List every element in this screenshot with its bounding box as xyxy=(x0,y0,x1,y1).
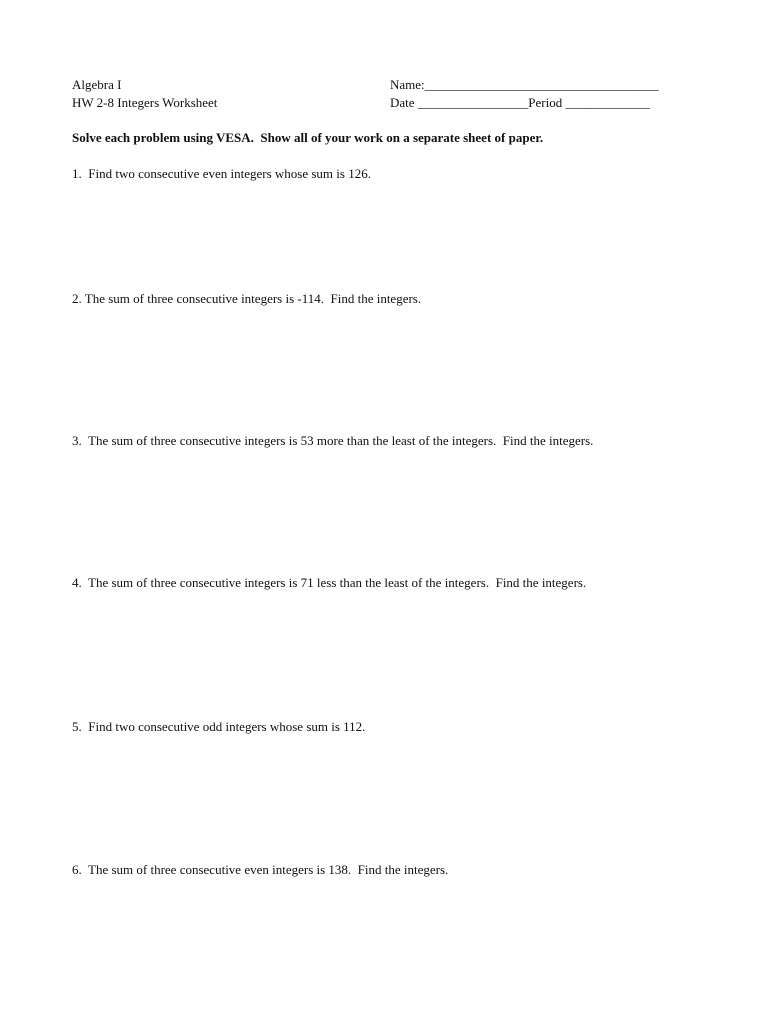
problem-4: 4. The sum of three consecutive integers is 71 less than the least of the integers. Find the integers. xyxy=(72,575,587,590)
problem-5: 5. Find two consecutive odd integers whose sum is 112. xyxy=(72,719,366,734)
header-left xyxy=(72,76,217,112)
date-period-field: Date _________________Period _____________ xyxy=(390,95,650,110)
name-field: Name:____________________________________ xyxy=(390,77,659,92)
course-title: Algebra I xyxy=(72,77,122,92)
assignment-title: HW 2-8 Integers Worksheet xyxy=(72,95,218,110)
problem-3: 3. The sum of three consecutive integers is 53 more than the least of the integers. Find the integers. xyxy=(72,433,594,448)
instructions: Solve each problem using VESA. Show all of your work on a separate sheet of paper. xyxy=(72,130,544,145)
problem-2: 2. The sum of three consecutive integers is -114. Find the integers. xyxy=(72,291,422,306)
header-right xyxy=(390,76,659,112)
problem-6: 6. The sum of three consecutive even integers is 138. Find the integers. xyxy=(72,862,449,877)
problem-1: 1. Find two consecutive even integers whose sum is 126. xyxy=(72,166,371,181)
